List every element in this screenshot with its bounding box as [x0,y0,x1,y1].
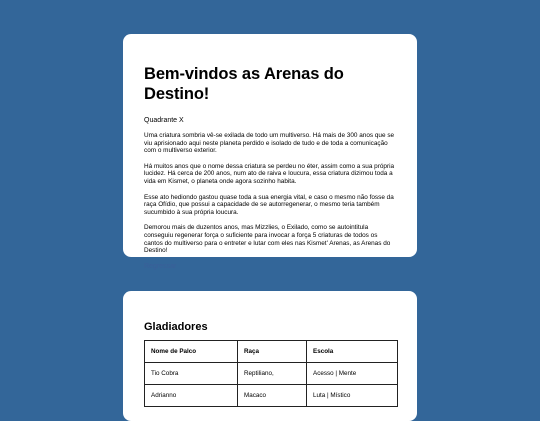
column-header-race: Raça [238,341,307,363]
cell-race: Reptiliano, [238,363,307,385]
column-header-school: Escola [307,341,398,363]
table-row [145,363,398,385]
column-header-stage-name: Nome de Palco [145,341,238,363]
page-title: Bem-vindos as Arenas do Destino! [144,65,344,103]
cell-stage-name: Adrianno [145,385,238,407]
story-paragraph: Há muitos anos que o nome dessa criatura se perdeu no éter, assim como a sua própria lucidez. Há cerca de 200 anos, num ato de raiva e loucura, essa criatura dizimou toda a vida em Kismet, o planeta onde agora sozinho habita. [144,162,395,185]
cell-school: Acesso | Mente [307,363,398,385]
story-paragraph: Uma criatura sombria vê-se exilada de todo um multiverso. Há mais de 300 anos que se viu aprisionado aqui neste planeta perdido e isolado de tudo e de toda a comunicação com o multiverso exterior. [144,132,395,155]
cell-stage-name: Tio Cobra [145,363,238,385]
table-row [145,385,398,407]
intro-card [123,34,417,270]
story-paragraph: Esse ato hediondo gastou quase toda a sua energia vital, e caso o mesmo não fosse da raça Ofídio, que possui a capacidade de se autorregenerar, o mesmo teria também sucumbido à sua própria loucura. [144,193,394,216]
gladiators-card [123,291,417,421]
story-paragraph: Demorou mais de duzentos anos, mas Mizzlies, o Exilado, como se autointitula conseguiu regenerar força o suficiente para invocar a força 5 criaturas de todos os cantos do multiverso para o entreter e lutar com eles nas Kismet' Arenas, as Arenas do Destino! [144,224,391,255]
cell-race: Macaco [238,385,307,407]
back-link[interactable]: Regressar [144,262,177,270]
gladiators-title: Gladiadores [144,321,208,333]
quadrant-subtitle: Quadrante X [144,117,184,124]
cell-school: Luta | Místico [307,385,398,407]
table-header-row [145,341,398,363]
gladiators-table [144,340,398,407]
